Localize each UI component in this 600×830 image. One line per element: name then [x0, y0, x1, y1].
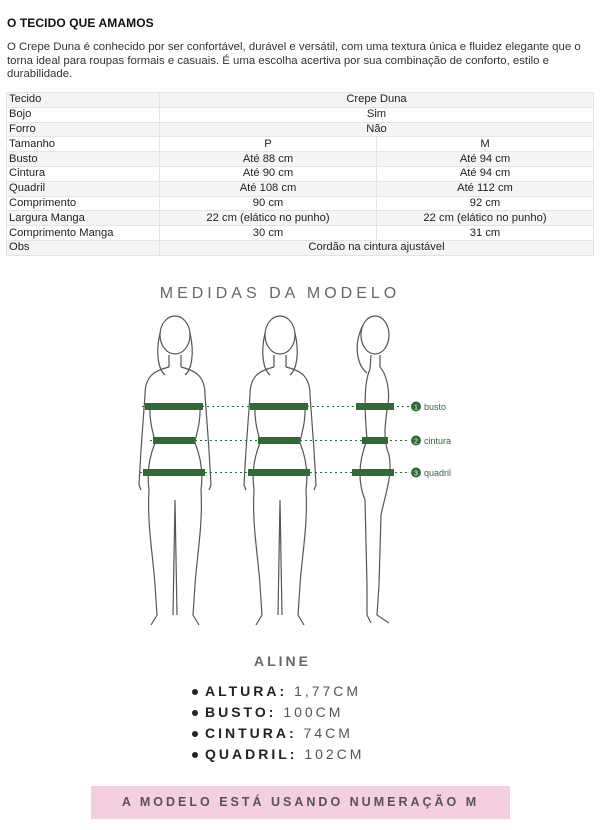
row-label: Busto: [7, 152, 160, 167]
size-m-value: Até 94 cm: [377, 166, 594, 181]
bust-band: [142, 403, 410, 410]
fabric-description: O Crepe Duna é conhecido por ser confortável, durável e versátil, com uma textura única e fluidez elegante que o torna ideal para roupas formais e casuais. É uma escolha acertiva por sua combinação de conforto, estilo e durabilidade.: [7, 41, 581, 80]
row-label: Largura Manga: [7, 211, 160, 226]
banner-text: A MODELO ESTÁ USANDO NUMERAÇÃO M: [121, 795, 480, 809]
measure-value: 74CM: [303, 725, 353, 741]
model-measures-list: [192, 681, 364, 765]
hip-band: [140, 469, 410, 476]
size-p-value: Até 88 cm: [160, 152, 377, 167]
row-value: Não: [160, 122, 594, 137]
row-label: Bojo: [7, 107, 160, 122]
table-row: [7, 93, 594, 108]
measure-key: ALTURA:: [205, 683, 288, 699]
measure-value: 102CM: [304, 746, 365, 762]
row-value: Cordão na cintura ajustável: [160, 240, 594, 255]
row-label: Tamanho: [7, 137, 160, 152]
table-row: [7, 166, 594, 181]
spec-table: [6, 92, 594, 256]
size-p-value: Até 90 cm: [160, 166, 377, 181]
size-banner: [91, 786, 510, 819]
size-p-header: P: [160, 137, 377, 152]
table-row: [7, 137, 594, 152]
svg-text:quadril: quadril: [424, 468, 452, 478]
svg-text:cintura: cintura: [424, 436, 452, 446]
table-row: [7, 240, 594, 255]
list-item: [192, 681, 364, 702]
size-m-value: 92 cm: [377, 196, 594, 211]
row-label: Tecido: [7, 93, 160, 108]
measure-value: 100CM: [283, 704, 344, 720]
row-label: Quadril: [7, 181, 160, 196]
table-row: [7, 226, 594, 241]
size-p-value: Até 108 cm: [160, 181, 377, 196]
row-value: Sim: [160, 107, 594, 122]
row-label: Forro: [7, 122, 160, 137]
list-item: [192, 723, 364, 744]
size-m-value: Até 112 cm: [377, 181, 594, 196]
row-label: Comprimento: [7, 196, 160, 211]
table-row: [7, 211, 594, 226]
row-label: Cintura: [7, 166, 160, 181]
waist-band: [150, 437, 410, 444]
size-m-value: 22 cm (elático no punho): [377, 211, 594, 226]
bullet-icon: [192, 752, 198, 758]
legend-cintura: [411, 436, 451, 447]
bullet-icon: [192, 731, 198, 737]
table-row: [7, 181, 594, 196]
measure-key: QUADRIL:: [205, 746, 298, 762]
list-item: [192, 744, 364, 765]
measure-key: CINTURA:: [205, 725, 297, 741]
body-measurement-illustration: [120, 315, 460, 640]
table-row: [7, 107, 594, 122]
legend-busto: [411, 402, 446, 413]
bullet-icon: [192, 689, 198, 695]
measure-key: BUSTO:: [205, 704, 277, 720]
table-row: [7, 122, 594, 137]
size-p-value: 22 cm (elático no punho): [160, 211, 377, 226]
row-label: Obs: [7, 240, 160, 255]
svg-text:1: 1: [414, 404, 418, 412]
bullet-icon: [192, 710, 198, 716]
model-name: ALINE: [254, 653, 311, 669]
svg-text:3: 3: [414, 470, 418, 478]
size-p-value: 90 cm: [160, 196, 377, 211]
table-row: [7, 152, 594, 167]
list-item: [192, 702, 364, 723]
size-m-header: M: [377, 137, 594, 152]
section-title: O TECIDO QUE AMAMOS: [7, 16, 154, 30]
figure-title: MEDIDAS DA MODELO: [159, 285, 401, 302]
row-value: Crepe Duna: [160, 93, 594, 108]
size-p-value: 30 cm: [160, 226, 377, 241]
size-m-value: 31 cm: [377, 226, 594, 241]
svg-text:2: 2: [414, 438, 418, 446]
svg-text:busto: busto: [424, 402, 447, 412]
table-row: [7, 196, 594, 211]
size-m-value: Até 94 cm: [377, 152, 594, 167]
measure-value: 1,77CM: [294, 683, 362, 699]
legend-quadril: [411, 468, 451, 479]
row-label: Comprimento Manga: [7, 226, 160, 241]
